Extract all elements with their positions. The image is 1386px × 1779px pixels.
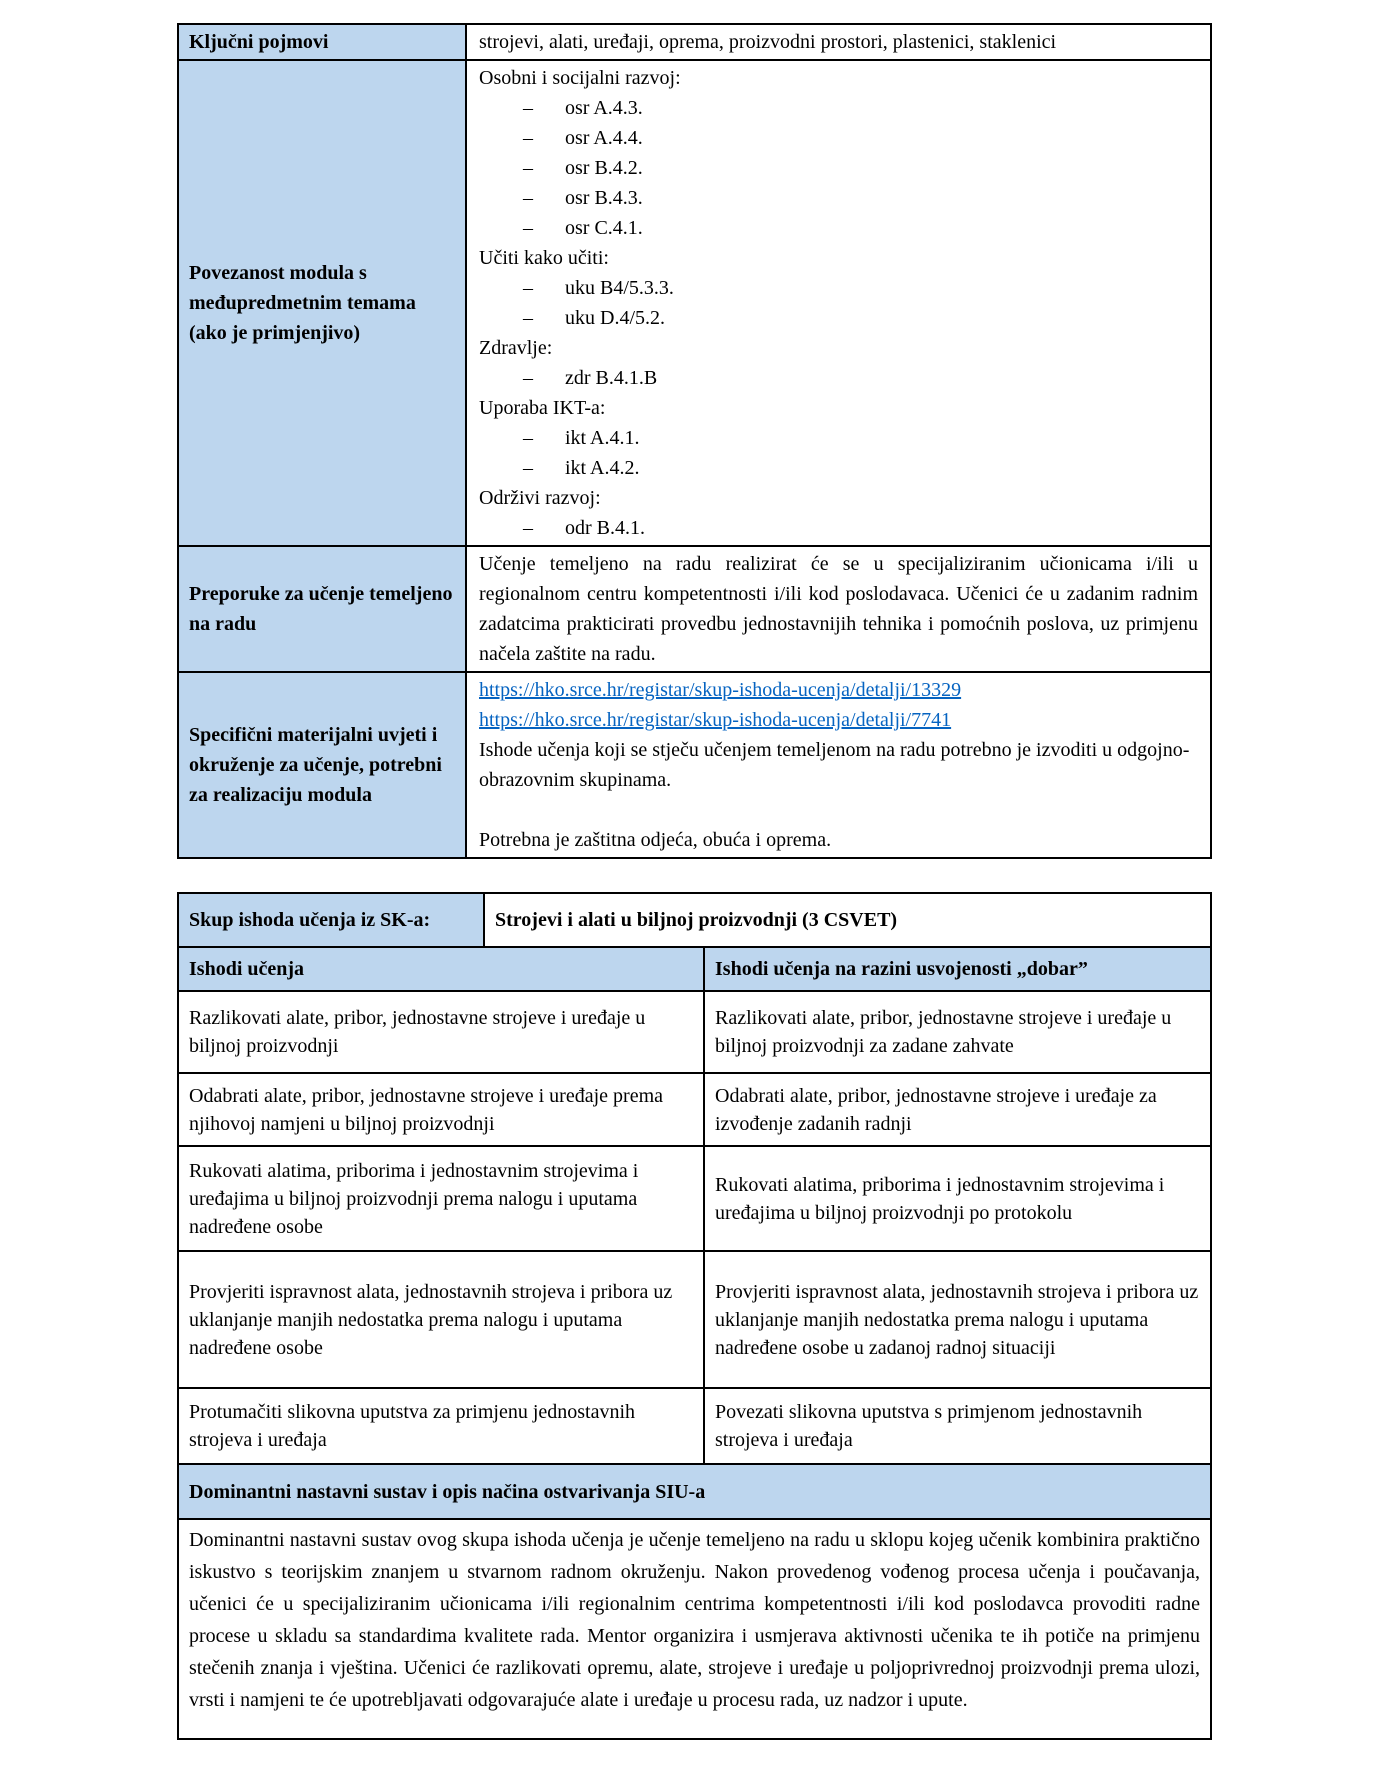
outcome-level-cell: Provjeriti ispravnost alata, jednostavnih strojeva i pribora uz uklanjanje manjih nedostatka prema nalogu i uputama nadređene osobe u zadanoj radnoj situaciji bbox=[704, 1251, 1211, 1388]
preporuke-value: Učenje temeljeno na radu realizirat će se u specijaliziranim učionicama i/ili u regionalnom centru kompetentnosti i/ili kod poslodavaca. Učenici će u zadanim radnim zadatcima prakticirati provedbu jednostavnijih tehnika i pomoćnih poslova, uz primjenu načela zaštite na radu. bbox=[466, 546, 1211, 672]
dash-marker: – bbox=[523, 367, 533, 389]
table-row bbox=[178, 60, 1211, 546]
list-item-text: osr C.4.1. bbox=[565, 217, 643, 239]
blank-line bbox=[479, 795, 1198, 825]
dash-marker: – bbox=[523, 457, 533, 479]
table-row bbox=[178, 1464, 1211, 1519]
mpt-group-uku bbox=[479, 243, 1198, 333]
outcome-level-cell: Odabrati alate, pribor, jednostavne strojeve i uređaje za izvođenje zadanih radnji bbox=[704, 1073, 1211, 1146]
list-item-text: osr A.4.3. bbox=[565, 97, 643, 119]
specificni-uvjeti-text: Ishode učenja koji se stječu učenjem temeljenom na radu potrebno je izvoditi u odgojno-obrazovnim skupinama. bbox=[479, 739, 1190, 791]
row-header-povezanost-modula: Povezanost modula s međupredmetnim temama (ako je primjenjivo) bbox=[178, 60, 466, 546]
list-item-text: zdr B.4.1.B bbox=[565, 367, 658, 389]
specificni-uvjeti-text2: Potrebna je zaštitna odjeća, obuća i oprema. bbox=[479, 829, 832, 851]
outcome-level-cell: Povezati slikovna uputstva s primjenom jednostavnih strojeva i uređaja bbox=[704, 1388, 1211, 1464]
dash-marker: – bbox=[523, 127, 533, 149]
mpt-group-heading: Osobni i socijalni razvoj: bbox=[479, 67, 681, 89]
mpt-group-heading: Učiti kako učiti: bbox=[479, 247, 609, 269]
table-row bbox=[178, 991, 1211, 1073]
dash-marker: – bbox=[523, 157, 533, 179]
table-row bbox=[178, 1388, 1211, 1464]
table-row bbox=[178, 1519, 1211, 1739]
dash-marker: – bbox=[523, 277, 533, 299]
module-info-table bbox=[177, 23, 1212, 859]
table-row bbox=[178, 672, 1211, 858]
list-item bbox=[479, 453, 1198, 483]
list-item bbox=[479, 513, 1198, 543]
hko-registar-link-7741[interactable]: https://hko.srce.hr/registar/skup-ishoda-ucenja/detalji/7741 bbox=[479, 709, 952, 731]
learning-outcomes-table bbox=[177, 892, 1212, 1740]
outcome-cell: Razlikovati alate, pribor, jednostavne strojeve i uređaje u biljnoj proizvodnji bbox=[178, 991, 704, 1073]
row-header-specificni-uvjeti: Specifični materijalni uvjeti i okruženje za učenje, potrebni za realizaciju modula bbox=[178, 672, 466, 858]
list-item bbox=[479, 423, 1198, 453]
dash-marker: – bbox=[523, 97, 533, 119]
list-item bbox=[479, 213, 1198, 243]
dominantni-sustav-paragraph: Dominantni nastavni sustav ovog skupa ishoda učenja je učenje temeljeno na radu u sklopu kojeg učenik kombinira praktično iskustvo s teorijskim znanjem u stvarnom radnom okruženju. Nakon provedenog vođenog procesa učenja i poučavanja, učenici će u specijaliziranim učionicama i/ili regionalnim centrima kompetentnosti i/ili kod poslodavca provoditi radne procese u skladu sa standardima kvalitete rada. Mentor organizira i usmjerava aktivnosti učenika te ih potiče na primjenu stečenih znanja i vještina. Učenici će razlikovati opremu, alate, strojeve i uređaje u poljoprivrednoj proizvodnji prema ulozi, vrsti i namjeni te će upotrebljavati odgovarajuće alate i uređaje u procesu rada, uz nadzor i upute. bbox=[178, 1519, 1211, 1739]
list-item bbox=[479, 183, 1198, 213]
row-header-preporuke: Preporuke za učenje temeljeno na radu bbox=[178, 546, 466, 672]
list-item-text: osr B.4.2. bbox=[565, 157, 643, 179]
dash-marker: – bbox=[523, 427, 533, 449]
dash-marker: – bbox=[523, 517, 533, 539]
dash-marker: – bbox=[523, 187, 533, 209]
mpt-group-heading: Održivi razvoj: bbox=[479, 487, 601, 509]
mpt-group-odr bbox=[479, 483, 1198, 543]
mpt-group-zdr bbox=[479, 333, 1198, 393]
outcome-cell: Odabrati alate, pribor, jednostavne strojeve i uređaje prema njihovoj namjeni u biljnoj proizvodnji bbox=[178, 1073, 704, 1146]
outcome-level-cell: Rukovati alatima, priborima i jednostavnim strojevima i uređajima u biljnoj proizvodnji po protokolu bbox=[704, 1146, 1211, 1251]
outcome-cell: Protumačiti slikovna uputstva za primjenu jednostavnih strojeva i uređaja bbox=[178, 1388, 704, 1464]
list-item-text: ikt A.4.2. bbox=[565, 457, 640, 479]
list-item bbox=[479, 273, 1198, 303]
column-header-ishodi-ucenja: Ishodi učenja bbox=[178, 947, 704, 991]
row-header-kljucni-pojmovi: Ključni pojmovi bbox=[178, 24, 466, 60]
table-row bbox=[178, 546, 1211, 672]
list-item-text: uku B4/5.3.3. bbox=[565, 277, 674, 299]
list-item-text: odr B.4.1. bbox=[565, 517, 645, 539]
mpt-group-heading: Zdravlje: bbox=[479, 337, 553, 359]
list-item bbox=[479, 363, 1198, 393]
table-row bbox=[178, 24, 1211, 60]
dash-marker: – bbox=[523, 217, 533, 239]
list-item-text: osr A.4.4. bbox=[565, 127, 643, 149]
mpt-group-ikt bbox=[479, 393, 1198, 483]
table-row bbox=[178, 893, 1211, 947]
specificni-uvjeti-value bbox=[466, 672, 1211, 858]
kljucni-pojmovi-value: strojevi, alati, uređaji, oprema, proizvodni prostori, plastenici, staklenici bbox=[466, 24, 1211, 60]
table-row bbox=[178, 1146, 1211, 1251]
list-item bbox=[479, 153, 1198, 183]
table-row bbox=[178, 1073, 1211, 1146]
dash-marker: – bbox=[523, 307, 533, 329]
table-row bbox=[178, 947, 1211, 991]
mpt-group-osr bbox=[479, 63, 1198, 243]
skup-ishoda-label: Skup ishoda učenja iz SK-a: bbox=[178, 893, 484, 947]
list-item-text: ikt A.4.1. bbox=[565, 427, 640, 449]
outcome-cell: Provjeriti ispravnost alata, jednostavnih strojeva i pribora uz uklanjanje manjih nedostatka prema nalogu i uputama nadređene osobe bbox=[178, 1251, 704, 1388]
povezanost-modula-value bbox=[466, 60, 1211, 546]
skup-ishoda-value: Strojevi i alati u biljnoj proizvodnji (3 CSVET) bbox=[484, 893, 1211, 947]
list-item-text: uku D.4/5.2. bbox=[565, 307, 665, 329]
dominantni-sustav-heading: Dominantni nastavni sustav i opis načina ostvarivanja SIU-a bbox=[178, 1464, 1211, 1519]
column-header-ishodi-dobar: Ishodi učenja na razini usvojenosti „dobar” bbox=[704, 947, 1211, 991]
mpt-group-heading: Uporaba IKT-a: bbox=[479, 397, 606, 419]
list-item bbox=[479, 93, 1198, 123]
outcome-cell: Rukovati alatima, priborima i jednostavnim strojevima i uređajima u biljnoj proizvodnji prema nalogu i uputama nadređene osobe bbox=[178, 1146, 704, 1251]
list-item-text: osr B.4.3. bbox=[565, 187, 643, 209]
list-item bbox=[479, 123, 1198, 153]
table-row bbox=[178, 1251, 1211, 1388]
hko-registar-link-13329[interactable]: https://hko.srce.hr/registar/skup-ishoda-ucenja/detalji/13329 bbox=[479, 679, 962, 701]
outcome-level-cell: Razlikovati alate, pribor, jednostavne strojeve i uređaje u biljnoj proizvodnji za zadane zahvate bbox=[704, 991, 1211, 1073]
list-item bbox=[479, 303, 1198, 333]
